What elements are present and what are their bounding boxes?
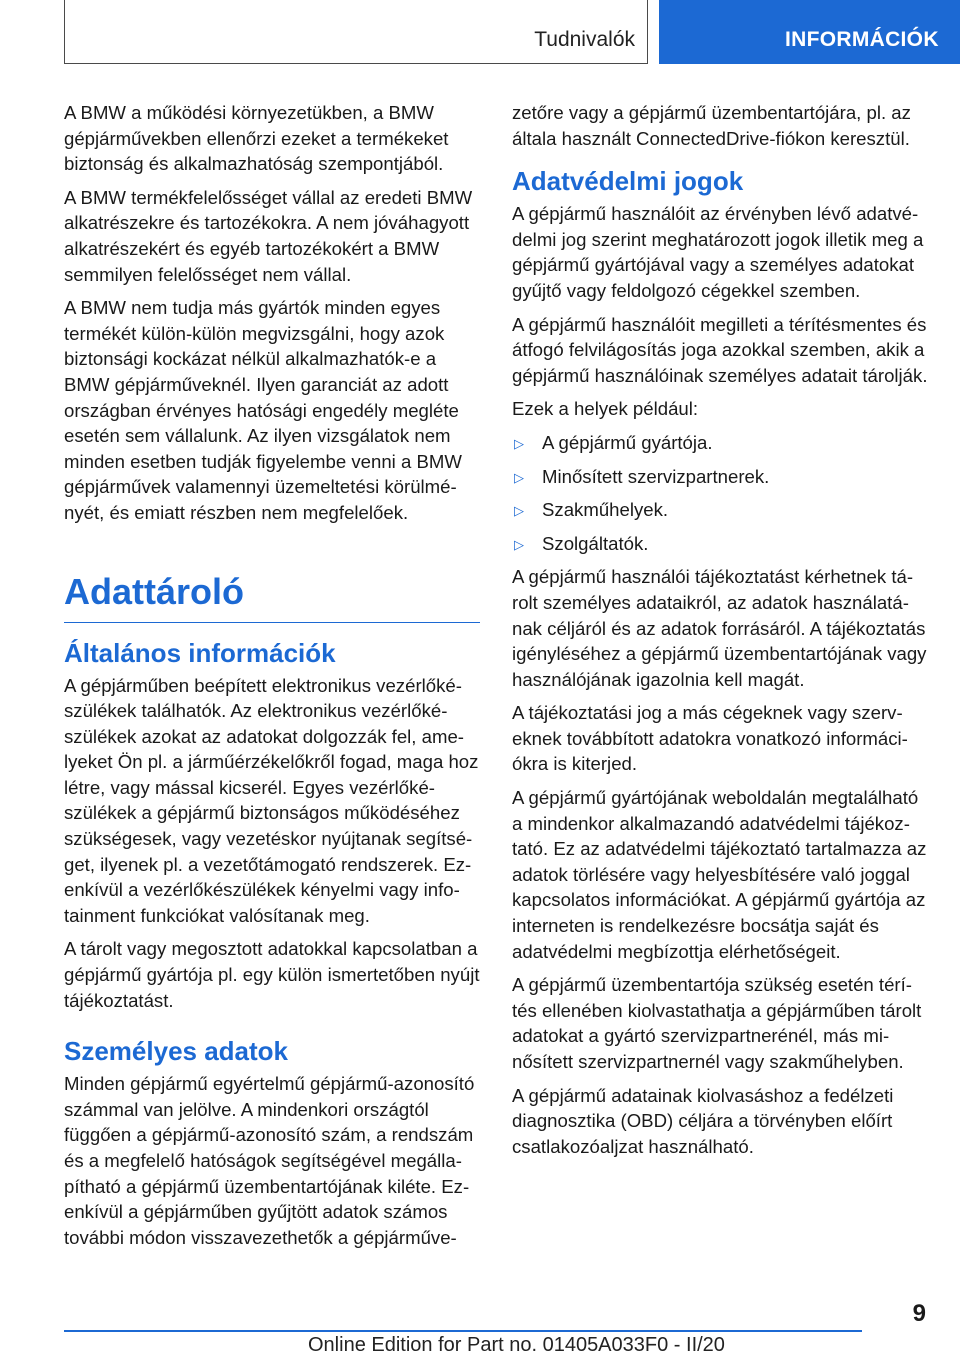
chapter-tab <box>659 0 960 64</box>
list-item-text: Szakműhelyek. <box>542 499 669 521</box>
chapter-heading: Adattároló <box>64 572 480 623</box>
paragraph: A tájékoztatási jog a más cégeknek vagy szerveknek továbbított adatokra vonatkozó információkra is kiterjed. <box>512 702 908 775</box>
footer-divider <box>64 1330 862 1332</box>
paragraph: A gépjármű üzembentartója szükség esetén térítés ellenében kiolvastathatja a gépjárműben tárolt adatokat a gyártó szervizpartnerénél, más minősített szervizpartnernél vagy szakműhelyben. <box>512 974 922 1072</box>
paragraph: A gépjármű gyártójának weboldalán megtalálható a mindenkor alkalmazandó adatvédelmi tájékoztató. Ez az adatvédelmi tájékoztató tartalmazza az adatok törlésére vagy helyesbítésére való joggal kapcsolatos információkat. A gépjármű gyártója az interneten is rendelkezésre bocsátja saját és adatvédelmi megbízottja elérhetőségeit. <box>512 787 927 962</box>
triangle-bullet-icon: ▷ <box>514 503 524 519</box>
paragraph: A BMW termékfelelősséget vállal az eredeti BMW alkatrészekre és tartozékokra. A nem jóváhagyott alkatrészekért és egyéb tartozékokért a BMW semmilyen felelősséget nem vállal. <box>64 186 473 285</box>
paragraph: A gépjármű használóit az érvényben lévő adatvédelmi jog szerint meghatározott jogok illetik meg a gépjármű gyártójával vagy a személyes adatokat gyűjtő vagy feldolgozó cégekkel szemben. <box>512 203 924 301</box>
paragraph: A BMW a működési környezetükben, a BMW gépjárművekben ellenőrzi ezeket a termékeket biztonság és alkalmazhatóság szempontjából. <box>64 102 449 175</box>
right-column <box>512 100 928 1167</box>
paragraph: A gépjárműben beépített elektronikus vezérlőkészülékek találhatók. Az elektronikus vezérlőkészülékek azokat az adatokat dolgozzák fel, amelyeket Ön pl. a járműérzékelőkről fogad, maga hoz létre, vagy mással kicserél. Egyes vezérlőkészülékek a gépjármű biztonságos működéséhez szükségesek, vagy vezetéskor nyújtanak segítséget, ilyenek pl. a vezetőtámogató rendszerek. Ezenkívül a vezérlőkészülékek kényelmi vagy infotainment funkciókat valósítanak meg. <box>64 674 479 926</box>
header-frame <box>64 0 648 64</box>
paragraph: Minden gépjármű egyértelmű gépjármű-azonosító számmal van jelölve. A mindenkori országtól függően a gépjármű-azonosító szám, a rendszám és a megfelelő hatóságok segítségével megállapítható a gépjármű üzembentartójának kiléte. Ezenkívül a gépjárműben gyűjtött adatok számos további módon visszavezethetők a gépjárműve- <box>64 1073 475 1248</box>
paragraph: zetőre vagy a gépjármű üzembentartójára, pl. az általa használt ConnectedDrive-fiókon keresztül. <box>512 102 911 149</box>
paragraph: A gépjármű adatainak kiolvasáshoz a fedélzeti diagnosztika (OBD) céljára a törvényben előírt csatlakozóaljzat használható. <box>512 1084 894 1157</box>
chapter-tab-label: INFORMÁCIÓK <box>785 28 939 51</box>
triangle-bullet-icon: ▷ <box>514 469 524 485</box>
bullet-list <box>512 430 928 556</box>
section-heading-rights: Adatvédelmi jogok <box>512 166 744 197</box>
paragraph: A gépjármű használói tájékoztatást kérhetnek tárolt személyes adataikról, az adatok használatának céljáról és az adatok forrásáról. A tájékoztatás igényléséhez a gépjármű üzembentartójának vagy használójának igazolnia kell magát. <box>512 566 927 690</box>
footer-edition-text: Online Edition for Part no. 01405A033F0 - II/20 <box>308 1334 725 1356</box>
paragraph: A tárolt vagy megosztott adatokkal kapcsolatban a gépjármű gyártója pl. egy külön ismertetőben nyújt tájékoztatást. <box>64 938 480 1011</box>
triangle-bullet-icon: ▷ <box>514 435 524 451</box>
list-item <box>512 531 928 557</box>
page-number: 9 <box>912 1300 926 1327</box>
list-item-text: Szolgáltatók. <box>542 532 649 554</box>
section-label: Tudnivalók <box>534 28 635 51</box>
paragraph: Ezek a helyek például: <box>512 398 699 420</box>
section-heading-general: Általános információk <box>64 637 336 668</box>
list-item-text: Minősített szervizpartnerek. <box>542 465 770 487</box>
list-item-text: A gépjármű gyártója. <box>542 431 713 453</box>
list-item <box>512 430 928 456</box>
paragraph: A BMW nem tudja más gyártók minden egyes termékét külön-külön megvizsgálni, hogy azok biztonsági kockázat nélkül alkalmazhatók-e a BMW gépjárműveknél. Ilyen garanciát az adott országban érvényes hatósági engedély megléte esetén sem vállalunk. Az ilyen vizsgálatok nem minden esetben tudják figyelembe venni a BMW gépjárművek valamennyi üzemeltetési körülményét, és emiatt részben nem megfelelőek. <box>64 297 462 523</box>
left-column <box>64 100 480 1258</box>
list-item <box>512 464 928 490</box>
list-item <box>512 497 928 523</box>
section-heading-personal: Személyes adatok <box>64 1036 289 1067</box>
paragraph: A gépjármű használóit megilleti a térítésmentes és átfogó felvilágosítás joga azokkal szemben, akik a gépjármű használóinak személyes adatait tárolják. <box>512 313 928 386</box>
triangle-bullet-icon: ▷ <box>514 536 524 552</box>
